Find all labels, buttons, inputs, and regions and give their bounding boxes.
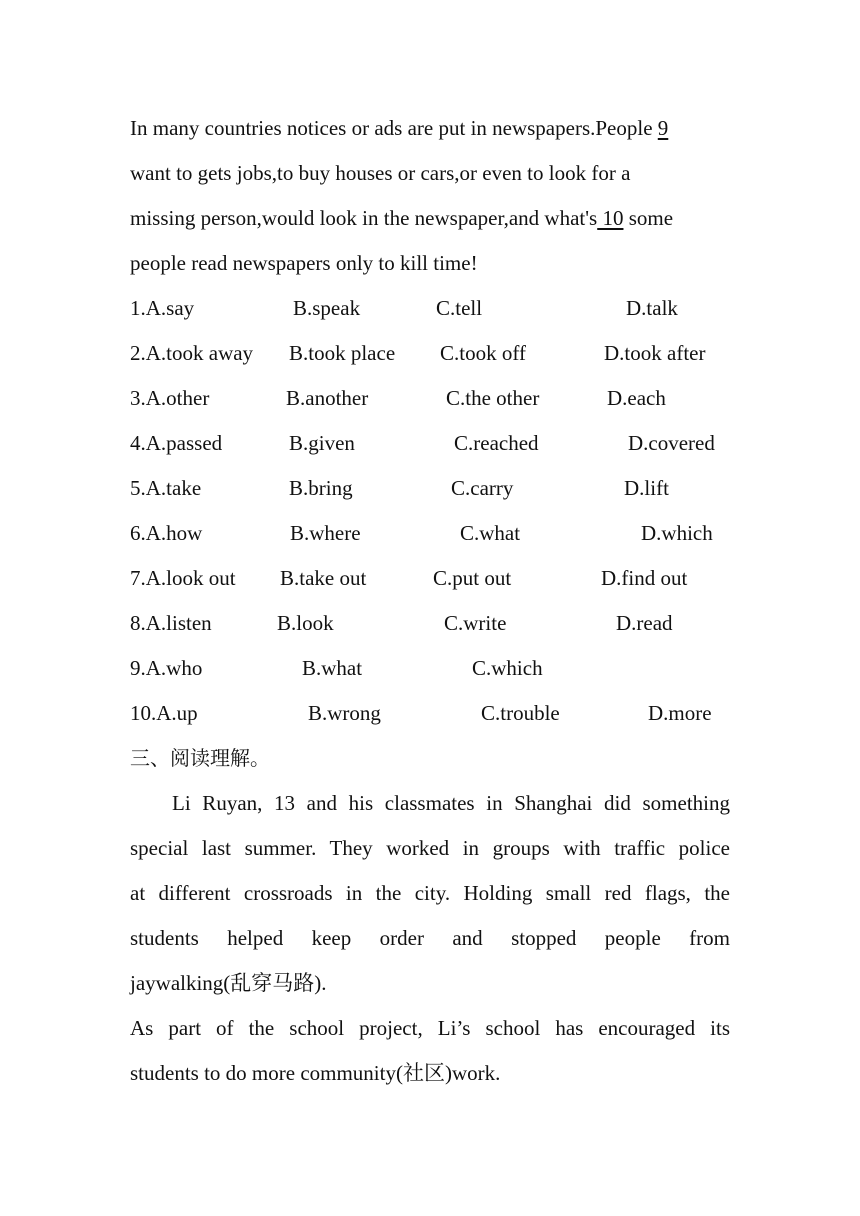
option-b: B.what xyxy=(302,656,363,680)
option-d: D.find out xyxy=(601,566,688,590)
reading-line-2: special last summer. They worked in groups with traffic police xyxy=(130,836,730,860)
option-b: B.another xyxy=(286,386,369,410)
reading-line-6: As part of the school project, Li’s school has encouraged its xyxy=(130,1016,730,1040)
option-c: C.the other xyxy=(446,386,540,410)
option-d: D.lift xyxy=(624,476,669,500)
option-b: B.take out xyxy=(280,566,367,590)
option-d: D.each xyxy=(607,386,666,410)
option-b: B.took place xyxy=(289,341,396,365)
passage-line-3 xyxy=(130,196,730,241)
reading-line-4: students helped keep order and stopped people from xyxy=(130,926,730,950)
document-page xyxy=(130,106,730,1096)
passage-text: missing person,would look in the newspaper,and what's xyxy=(130,206,598,230)
option-a: 9.A.who xyxy=(130,656,203,680)
option-c: C.write xyxy=(444,611,507,635)
option-b: B.wrong xyxy=(308,701,381,725)
option-row-1 xyxy=(130,286,730,331)
option-a: 10.A.up xyxy=(130,701,198,725)
option-a: 2.A.took away xyxy=(130,341,254,365)
option-row-2 xyxy=(130,331,730,376)
option-c: C.what xyxy=(460,521,521,545)
blank-10: 10 xyxy=(597,206,624,230)
passage-line-1 xyxy=(130,106,730,151)
option-c: C.which xyxy=(472,656,543,680)
option-d: D.talk xyxy=(626,296,678,320)
option-a: 7.A.look out xyxy=(130,566,236,590)
option-a: 8.A.listen xyxy=(130,611,212,635)
option-d: D.more xyxy=(648,701,712,725)
blank-9: 9 xyxy=(657,116,669,140)
option-d: D.took after xyxy=(604,341,706,365)
option-c: C.took off xyxy=(440,341,526,365)
option-c: C.trouble xyxy=(481,701,560,725)
option-d: D.read xyxy=(616,611,673,635)
option-a: 1.A.say xyxy=(130,296,195,320)
option-b: B.given xyxy=(289,431,355,455)
section-heading: 三、阅读理解。 xyxy=(130,746,270,770)
reading-line-7: students to do more community(社区)work. xyxy=(130,1061,501,1085)
passage-line-2: want to gets jobs,to buy houses or cars,or even to look for a xyxy=(130,161,631,185)
reading-line-5: jaywalking(乱穿马路). xyxy=(130,971,327,995)
option-row-5 xyxy=(130,466,730,511)
option-a: 6.A.how xyxy=(130,521,203,545)
reading-line-3: at different crossroads in the city. Holding small red flags, the xyxy=(130,881,730,905)
option-row-9 xyxy=(130,646,730,691)
option-row-8 xyxy=(130,601,730,646)
option-a: 4.A.passed xyxy=(130,431,223,455)
option-row-7 xyxy=(130,556,730,601)
reading-line-1: Li Ruyan, 13 and his classmates in Shanghai did something xyxy=(172,791,730,815)
option-c: C.carry xyxy=(451,476,514,500)
option-c: C.put out xyxy=(433,566,512,590)
option-d: D.covered xyxy=(628,431,715,455)
option-row-3 xyxy=(130,376,730,421)
option-b: B.speak xyxy=(293,296,361,320)
option-b: B.bring xyxy=(289,476,353,500)
option-a: 5.A.take xyxy=(130,476,202,500)
option-row-4 xyxy=(130,421,730,466)
option-a: 3.A.other xyxy=(130,386,210,410)
option-row-10 xyxy=(130,691,730,736)
option-d: D.which xyxy=(641,521,713,545)
option-row-6 xyxy=(130,511,730,556)
passage-line-4: people read newspapers only to kill time! xyxy=(130,251,478,275)
option-b: B.where xyxy=(290,521,361,545)
passage-text: In many countries notices or ads are put in newspapers.People xyxy=(130,116,658,140)
option-c: C.tell xyxy=(436,296,483,320)
passage-text: some xyxy=(623,206,674,230)
option-b: B.look xyxy=(277,611,334,635)
option-c: C.reached xyxy=(454,431,539,455)
